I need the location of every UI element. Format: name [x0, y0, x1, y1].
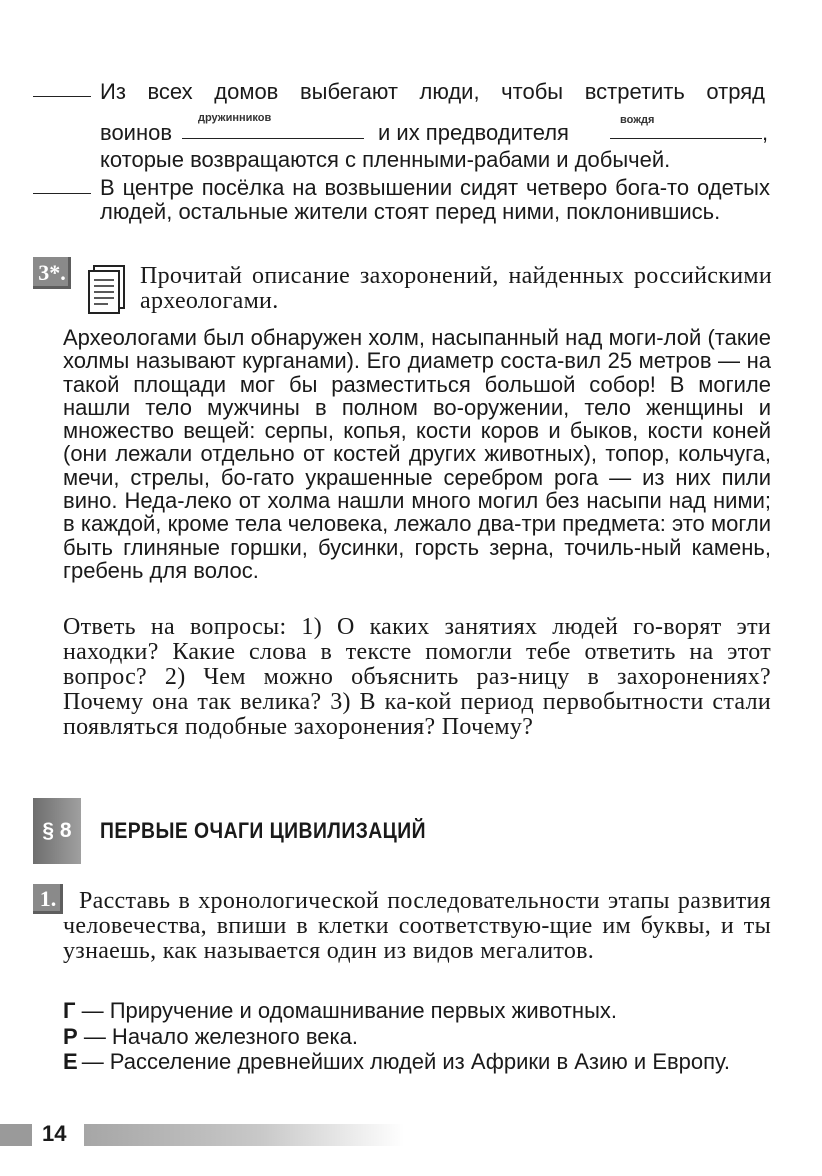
item-r-text: — Начало железного века. — [83, 1024, 358, 1049]
list-item-e — [63, 1050, 771, 1074]
exercise-line-3: которые возвращаются с пленными-рабами и добычей. — [100, 147, 671, 172]
letter-r: Р — [63, 1024, 78, 1049]
letter-g: Г — [63, 998, 76, 1023]
task-3-text: Археологами был обнаружен холм, насыпанный над моги-лой (такие холмы называют курганами). Его диаметр соста-вил 25 метров — на такой площади мог бы разместиться большой собор! В могиле нашли тело мужчины в полном во-оружении, тело женщины и множество вещей: серпы, копья, кости коров и быков, кости коней (они лежали отдельно от костей других животных), топор, кольчуга, мечи, стрелы, бо-гато украшенные серебром рога — из них пили вино. Неда-леко от холма нашли много могил без насыпи над ними; в каждой, кроме тела человека, лежало два-три предмета: это могли быть глиняные горшки, бусинки, горсть зерна, точиль-ный камень, гребень для волос. — [63, 325, 771, 583]
answer-blank-leader[interactable] — [610, 138, 762, 139]
list-item-r — [63, 1025, 771, 1049]
answer-blank-1[interactable] — [33, 96, 91, 97]
word-leader: и их предводителя — [378, 120, 569, 145]
answer-blank-2[interactable] — [33, 193, 91, 194]
task-1-instruction-text: Расставь в хронологической последовательности этапы развития человечества, впиши в клетки соответствую-щие им буквы, и ты узнаешь, как называется один из видов мегалитов. — [63, 888, 771, 964]
task-3-instruction: Прочитай описание захоронений, найденных российскими археологами. — [140, 263, 772, 314]
letter-e: Е — [63, 1049, 78, 1074]
answer-blank-warriors[interactable] — [182, 138, 364, 139]
exercise-line-1: Из всех домов выбегают люди, чтобы встретить отряд — [100, 79, 765, 104]
handwritten-answer-2: вождя — [620, 114, 655, 126]
footer-bar-left — [0, 1124, 32, 1146]
exercise-paragraph-2: В центре посёлка на возвышении сидят четверо бога-то одетых людей, остальные жители стоят перед ними, поклонившись. — [100, 175, 770, 224]
list-item-g — [63, 999, 771, 1023]
page-number: 14 — [42, 1121, 67, 1146]
item-g-text: — Приручение и одомашнивание первых животных. — [81, 998, 618, 1023]
footer-bar-right — [84, 1124, 404, 1146]
task-3-badge: 3*. — [33, 257, 71, 289]
word-warriors: воинов — [100, 120, 173, 145]
comma: , — [762, 120, 769, 145]
exercise-line-2 — [100, 112, 770, 148]
document-icon — [86, 262, 130, 314]
item-e-text: — Расселение древнейших людей из Африки в Азию и Европу. — [81, 1049, 730, 1074]
task-1-instruction — [63, 889, 771, 964]
section-badge: § 8 — [33, 798, 81, 864]
task-3-questions: Ответь на вопросы: 1) О каких занятиях людей го-ворят эти находки? Какие слова в тексте помогли тебе ответить на этот вопрос? 2) Чем можно объяснить раз-ницу в захоронениях? Почему она так велика? 3) В ка-кой период первобытности стали появляться подобные захоронения? Почему? — [63, 614, 771, 740]
handwritten-answer-1: дружинников — [198, 112, 272, 124]
section-title: ПЕРВЫЕ ОЧАГИ ЦИВИЛИЗАЦИЙ — [100, 818, 426, 843]
task-1-badge: 1. — [33, 884, 63, 914]
